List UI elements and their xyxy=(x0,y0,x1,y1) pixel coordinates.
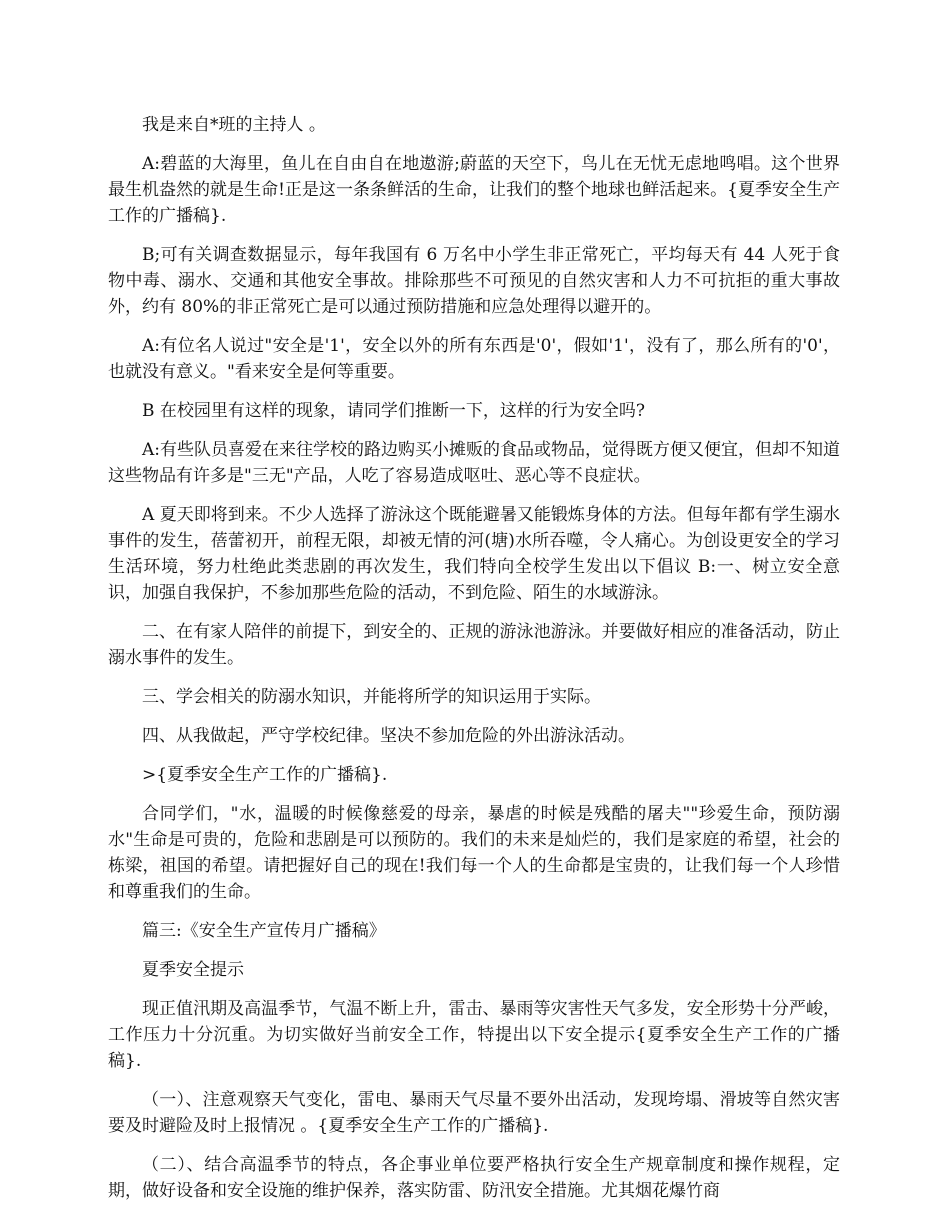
document-page xyxy=(108,112,840,1217)
paragraph-a-ocean: A:碧蓝的大海里，鱼儿在自由自在地遨游;蔚蓝的天空下，鸟儿在无忧无虑地鸣唱。这个世界最生机盎然的就是生命!正是这一条条鲜活的生命，让我们的整个地球也鲜活起来。{夏季安全生产工作的广播稿}. xyxy=(108,154,840,226)
paragraph-season-warning: 现正值汛期及高温季节，气温不断上升，雷击、暴雨等灾害性天气多发，安全形势十分严峻，工作压力十分沉重。为切实做好当前安全工作，特提出以下安全提示{夏季安全生产工作的广播稿}. xyxy=(108,999,840,1071)
paragraph-tip-two: （二）、结合高温季节的特点，各企事业单位要严格执行安全生产规章制度和操作规程，定期，做好设备和安全设施的维护保养，落实防雷、防汛安全措施。尤其烟花爆竹商 xyxy=(108,1155,840,1201)
paragraph-source-note: >{夏季安全生产工作的广播稿}. xyxy=(142,765,388,785)
section-heading: 篇三:《安全生产宣传月广播稿》 xyxy=(142,921,386,941)
paragraph-point-three: 三、学会相关的防溺水知识，并能将所学的知识运用于实际。 xyxy=(142,687,601,707)
paragraph-closing: 合同学们，"水，温暖的时候像慈爱的母亲，暴虐的时候是残酷的屠夫""珍爱生命，预防溺水"生命是可贵的，危险和悲剧是可以预防的。我们的未来是灿烂的，我们是家庭的希望，社会的栋梁，祖国的希望。请把握好自己的现在!我们每一个人的生命都是宝贵的，让我们每一个人珍惜和尊重我们的生命。 xyxy=(108,804,840,902)
paragraph-point-four: 四、从我做起，严守学校纪律。坚决不参加危险的外出游泳活动。 xyxy=(142,726,635,746)
paragraph-a-summer-swimming: A 夏天即将到来。不少人选择了游泳这个既能避暑又能锻炼身体的方法。但每年都有学生溺水事件的发生，蓓蕾初开，前程无限，却被无情的河(塘)水所吞噬，令人痛心。为创设更安全的学习生活环境，努力杜绝此类悲剧的再次发生，我们特向全校学生发出以下倡议 B:一、树立安全意识，加强自我保护，不参加那些危险的活动，不到危险、陌生的水域游泳。 xyxy=(108,505,840,603)
paragraph-host-intro: 我是来自*班的主持人 。 xyxy=(142,115,326,135)
paragraph-a-vendors: A:有些队员喜爱在来往学校的路边购买小摊贩的食品或物品，觉得既方便又便宜，但却不知道这些物品有许多是"三无"产品，人吃了容易造成呕吐、恶心等不良症状。 xyxy=(108,440,841,486)
paragraph-point-two: 二、在有家人陪伴的前提下，到安全的、正规的游泳池游泳。并要做好相应的准备活动，防止溺水事件的发生。 xyxy=(108,622,840,668)
paragraph-b-question: B 在校园里有这样的现象，请同学们推断一下，这样的行为安全吗? xyxy=(142,401,646,421)
subsection-heading: 夏季安全提示 xyxy=(142,960,244,980)
paragraph-tip-one: （一）、注意观察天气变化，雷电、暴雨天气尽量不要外出活动，发现垮塌、滑坡等自然灾害要及时避险及时上报情况 。{夏季安全生产工作的广播稿}. xyxy=(108,1090,840,1136)
paragraph-b-statistics: B;可有关调查数据显示，每年我国有 6 万名中小学生非正常死亡，平均每天有 44 人死于食物中毒、溺水、交通和其他安全事故。排除那些不可预见的自然灾害和人力不可抗拒的重大事故外，约有 80%的非正常死亡是可以通过预防措施和应急处理得以避开的。 xyxy=(108,245,840,317)
paragraph-a-quote: A:有位名人说过"安全是'1'，安全以外的所有东西是'0'，假如'1'，没有了，那么所有的'0'，也就没有意义。"看来安全是何等重要。 xyxy=(108,336,840,382)
